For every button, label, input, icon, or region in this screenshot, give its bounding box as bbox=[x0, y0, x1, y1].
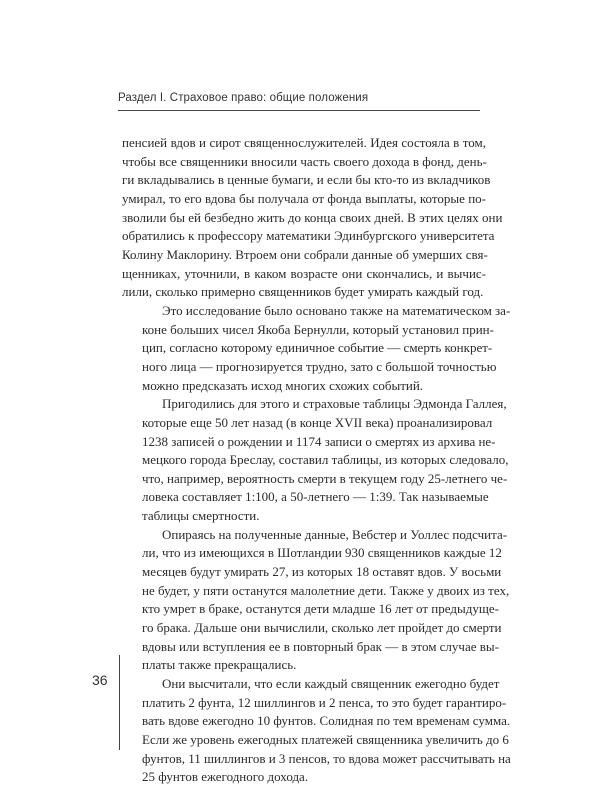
text-line: умирал, то его вдова бы получала от фонда выплаты, которые по- bbox=[122, 190, 486, 206]
text-line: ловека составляет 1:100, а 50-летнего — 1:39. Так называемые bbox=[142, 489, 489, 505]
running-header: Раздел I. Страховое право: общие положения bbox=[118, 92, 369, 104]
text-line: Если же уровень ежегодных платежей священника увеличить до 6 bbox=[142, 732, 509, 747]
text-line: таблицы смертности. bbox=[142, 508, 260, 524]
text-line: платы также прекращались. bbox=[142, 657, 297, 673]
text-line: фунтов, 11 шиллингов и 3 пенсов, то вдова может рассчитывать на bbox=[142, 750, 511, 766]
text-line: пенсией вдов и сирот священнослужителей. Идея состояла в том, bbox=[122, 135, 486, 150]
paragraph bbox=[122, 675, 511, 787]
paragraph bbox=[122, 302, 511, 395]
text-line: мецкого города Бреслау, составил таблицы, из которых следовало, bbox=[142, 452, 509, 468]
page-number: 36 bbox=[92, 672, 108, 688]
text-line: кто умрет в браке, останутся дети младше 16 лет от предыдуще- bbox=[142, 601, 499, 617]
text-line: не будет, у пяти останутся малолетние дети. Также у двоих из тех, bbox=[142, 582, 510, 598]
text-line: ли, что из имеющихся в Шотландии 930 священников каждые 12 bbox=[142, 545, 502, 561]
text-line: щенниках, уточнили, в каком возрасте они скончались, и вычис- bbox=[122, 265, 486, 281]
text-line: Колину Маклорину. Втроем они собрали данные об умерших свя- bbox=[122, 246, 488, 262]
text-line: месяцев будут умирать 27, из которых 18 оставят вдов. У восьми bbox=[142, 564, 502, 580]
text-line: го брака. Дальше они вычислили, сколько лет пройдет до смерти bbox=[142, 620, 502, 636]
text-line: платить 2 фунта, 12 шиллингов и 2 пенса, то это будет гарантиро- bbox=[142, 694, 507, 710]
paragraph bbox=[122, 395, 509, 526]
text-line: ного лица — прогнозируется трудно, зато с большой точностью bbox=[142, 358, 497, 374]
text-line: Это исследование было основано также на математическом за- bbox=[162, 302, 511, 318]
text-line: Пригодились для этого и страховые таблицы Эдмонда Галлея, bbox=[162, 396, 507, 412]
text-line: вдовы или вступления ее в повторный брак — в этом случае вы- bbox=[142, 638, 499, 654]
body-text bbox=[122, 134, 511, 787]
text-line: Они высчитали, что если каждый священник ежегодно будет bbox=[162, 676, 500, 692]
text-line: обратились к профессору математики Эдинбургского университета bbox=[122, 228, 495, 244]
text-line: коне больших чисел Якоба Бернулли, который установил прин- bbox=[142, 321, 494, 337]
text-line: 25 фунтов ежегодного дохода. bbox=[142, 769, 309, 785]
text-line: можно предсказать исход многих схожих событий. bbox=[142, 377, 424, 393]
paragraph bbox=[122, 526, 510, 675]
text-line: чтобы все священники вносили часть своего дохода в фонд, день- bbox=[122, 153, 487, 169]
text-line: Опираясь на полученные данные, Вебстер и Уоллес подсчита- bbox=[162, 526, 508, 542]
text-line: вать вдове ежегодно 10 фунтов. Солидная по тем временам сумма. bbox=[142, 713, 511, 729]
text-line: цип, согласно которому единичное событие — смерть конкрет- bbox=[142, 340, 493, 356]
margin-rule bbox=[119, 655, 120, 750]
paragraph bbox=[122, 134, 503, 302]
text-line: 1238 записей о рождении и 1174 записи о смертях из архива не- bbox=[142, 433, 496, 449]
header-rule bbox=[118, 110, 480, 111]
text-line: лили, сколько примерно священников будет умирать каждый год. bbox=[122, 284, 484, 300]
text-line: которые еще 50 лет назад (в конце XVII века) проанализировал bbox=[142, 414, 493, 430]
text-line: ги вкладывались в ценные бумаги, и если бы кто-то из вкладчиков bbox=[122, 172, 491, 188]
text-line: зволили бы ей безбедно жить до конца своих дней. В этих целях они bbox=[122, 209, 503, 225]
text-line: что, например, вероятность смерти в текущем году 25-летнего че- bbox=[142, 470, 508, 486]
